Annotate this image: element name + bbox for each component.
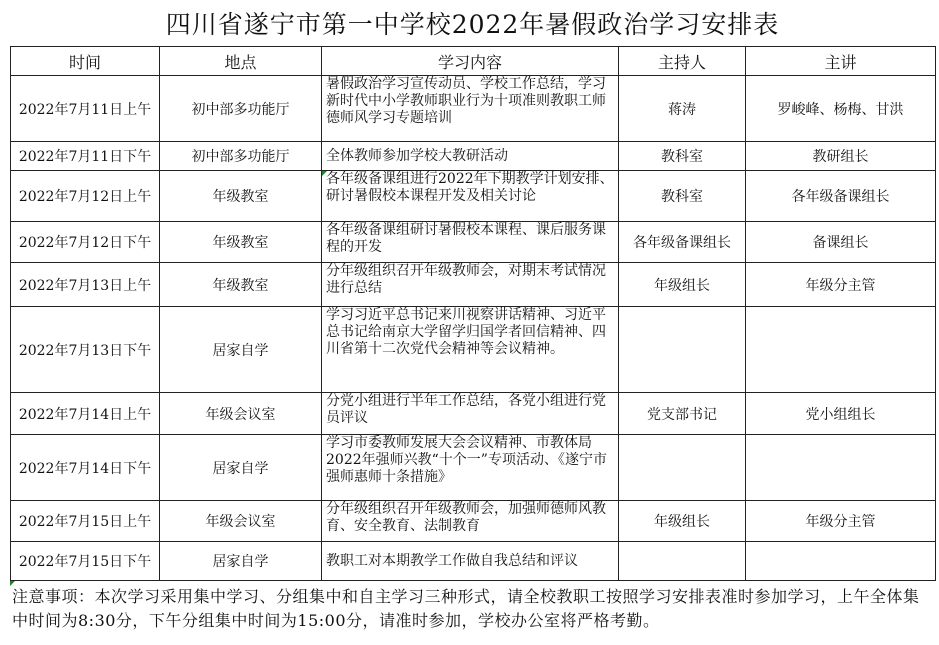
cell-speaker: 年级分主管 [746,263,936,307]
cell-place: 年级会议室 [160,501,322,542]
cell-content: 学习市委教师发展大会会议精神、市教体局2022年强师兴教“十个一”专项活动、《遂宁市强师惠师十条措施》 [322,435,619,501]
cell-speaker: 各年级备课组长 [746,171,936,222]
cell-time: 2022年7月15日下午 [11,542,160,581]
cell-content: 全体教师参加学校大教研活动 [322,142,619,171]
cell-host [619,307,746,393]
cell-speaker: 年级分主管 [746,501,936,542]
cell-host: 蒋涛 [619,76,746,142]
page-title: 四川省遂宁市第一中学校2022年暑假政治学习安排表 [165,10,780,39]
cell-speaker [746,435,936,501]
cell-place: 居家自学 [160,542,322,581]
cell-time: 2022年7月13日下午 [11,307,160,393]
header-speaker: 主讲 [746,47,936,76]
cell-time: 2022年7月12日下午 [11,222,160,263]
cell-time: 2022年7月11日下午 [11,142,160,171]
cell-place: 居家自学 [160,435,322,501]
table-row [11,142,936,171]
cell-place: 初中部多功能厅 [160,142,322,171]
cell-host: 教科室 [619,142,746,171]
table-row [11,501,936,542]
cell-place: 年级教室 [160,171,322,222]
table-row [11,435,936,501]
cell-content: 学习习近平总书记来川视察讲话精神、习近平总书记给南京大学留学归国学者回信精神、四川省第十二次党代会精神等会议精神。 [322,307,619,393]
cell-place: 年级会议室 [160,393,322,435]
cell-host: 年级组长 [619,263,746,307]
table-row [11,307,936,393]
table-row [11,222,936,263]
cell-content: 分年级组织召开年级教师会，对期末考试情况进行总结 [322,263,619,307]
cell-speaker: 备课组长 [746,222,936,263]
cell-speaker [746,542,936,581]
cell-time: 2022年7月11日上午 [11,76,160,142]
cell-place: 初中部多功能厅 [160,76,322,142]
cell-content: 分党小组进行半年工作总结，各党小组进行党员评议 [322,393,619,435]
cell-content: 暑假政治学习宣传动员、学校工作总结，学习新时代中小学教师职业行为十项准则教职工师德师风学习专题培训 [322,76,619,142]
cell-host: 党支部书记 [619,393,746,435]
cell-content: 各年级备课组研讨暑假校本课程、课后服务课程的开发 [322,222,619,263]
cell-time: 2022年7月14日上午 [11,393,160,435]
cell-time: 2022年7月12日上午 [11,171,160,222]
cell-content: 教职工对本期教学工作做自我总结和评议 [322,542,619,581]
header-time: 时间 [11,47,160,76]
schedule-table [10,46,936,581]
cell-speaker [746,307,936,393]
cell-time: 2022年7月13日上午 [11,263,160,307]
cell-host [619,435,746,501]
cell-speaker: 罗峻峰、杨梅、甘洪 [746,76,936,142]
header-row [11,47,936,76]
table-row [11,76,936,142]
cell-content: 各年级备课组进行2022年下期教学计划安排、研讨暑假校本课程开发及相关讨论 [322,171,619,222]
cell-speaker: 教研组长 [746,142,936,171]
cell-content: 分年级组织召开年级教师会，加强师德师风教育、安全教育、法制教育 [322,501,619,542]
header-content: 学习内容 [322,47,619,76]
table-row [11,542,936,581]
cell-host [619,542,746,581]
cell-host: 教科室 [619,171,746,222]
cell-host: 年级组长 [619,501,746,542]
cell-time: 2022年7月14日下午 [11,435,160,501]
table-row [11,393,936,435]
cell-place: 年级教室 [160,222,322,263]
cell-time: 2022年7月15日上午 [11,501,160,542]
table-row [11,171,936,222]
header-host: 主持人 [619,47,746,76]
cell-place: 年级教室 [160,263,322,307]
cell-host: 各年级备课组长 [619,222,746,263]
table-row [11,263,936,307]
cell-comment-marker [322,171,327,176]
notice-text: 注意事项：本次学习采用集中学习、分组集中和自主学习三种形式，请全校教职工按照学习安排表准时参加学习，上午全体集中时间为8:30分，下午分组集中时间为15:00分，请准时参加，学校办公室将严格考勤。 [12,587,920,630]
header-place: 地点 [160,47,322,76]
cell-place: 居家自学 [160,307,322,393]
cell-speaker: 党小组组长 [746,393,936,435]
